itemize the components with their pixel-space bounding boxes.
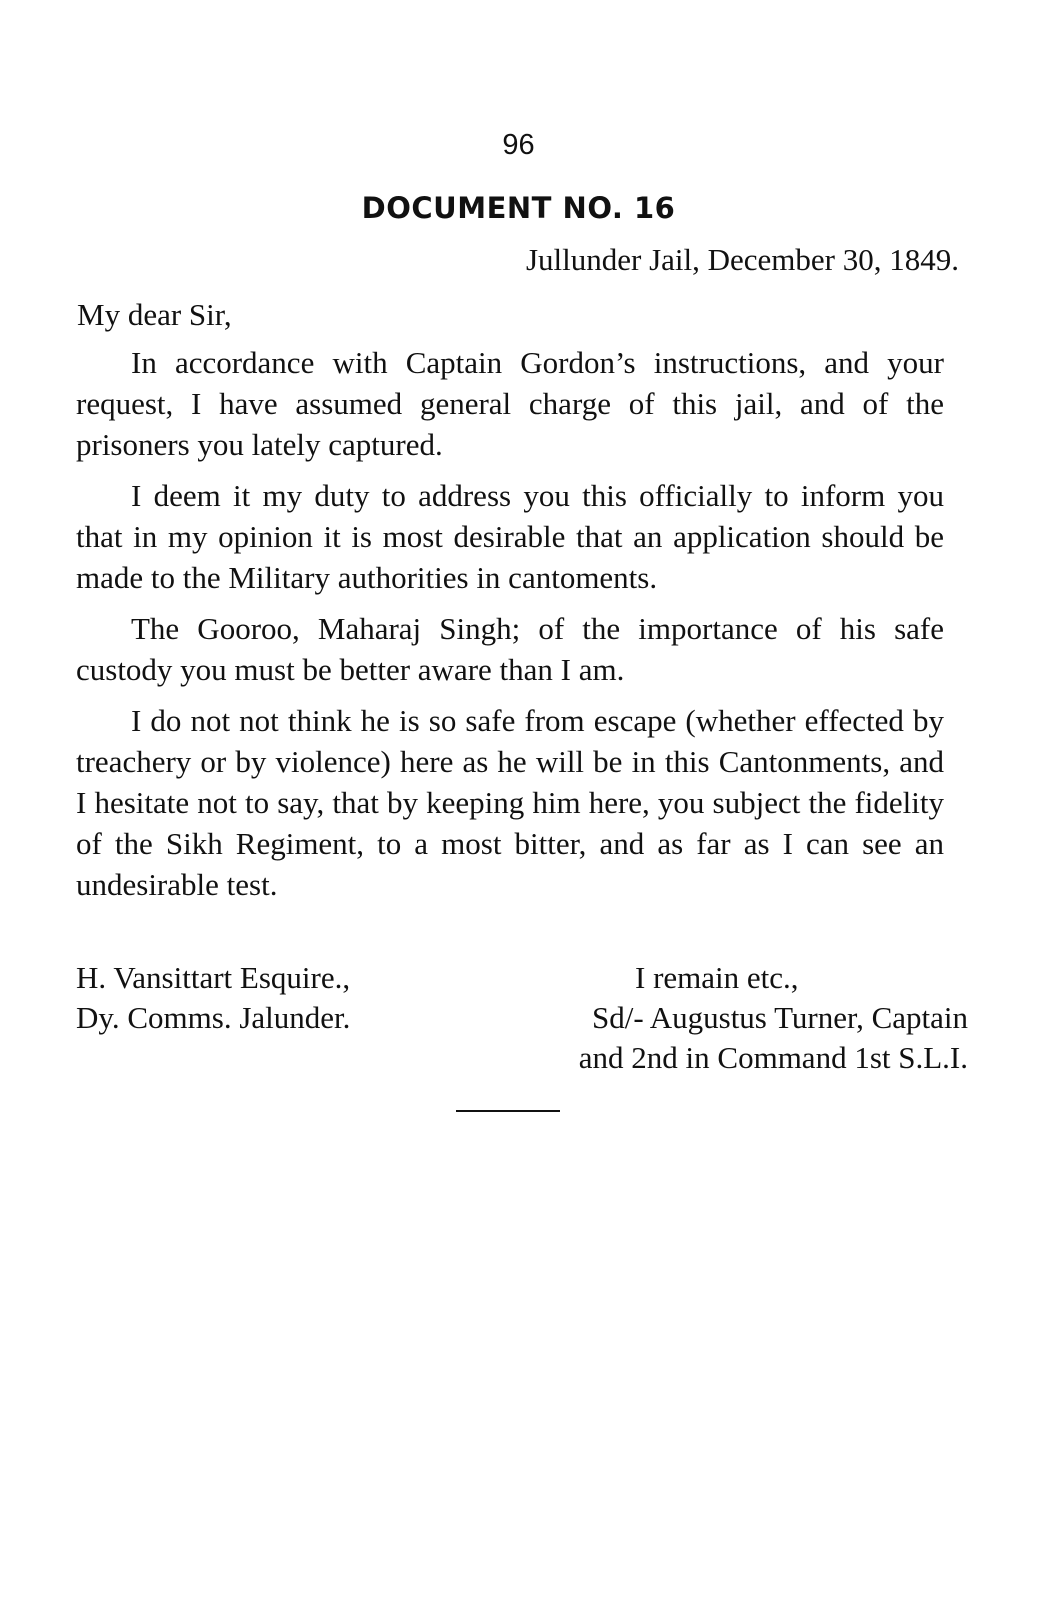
paragraph-2: I deem it my duty to address you this officially to inform you that in my opinion it is most desirable that an application should be made to the Military authorities in cantoments. [76,478,944,595]
addressee-title: Dy. Comms. Jalunder. [76,1000,351,1035]
signatory-rank: and 2nd in Command 1st S.L.I. [578,1040,968,1075]
signoff-block [76,958,968,1078]
document-heading: DOCUMENT NO. 16 [361,191,676,225]
closing-remain: I remain etc., [635,960,799,995]
closing-block [498,958,968,1078]
paragraph-3: The Gooroo, Maharaj Singh; of the importance of his safe custody you must be better aware than I am. [76,611,944,687]
paragraph-4: I do not not think he is so safe from escape (whether effected by treachery or by violence) here as he will be in this Cantonments, and I hesitate not to say, that by keeping him here, you subject the fidelity of the Sikh Regiment, to a most bitter, and as far as I can see an undesirable test. [76,703,944,902]
addressee-block [76,958,350,1038]
salutation: My dear Sir, [77,297,232,332]
page-number: 96 [502,129,535,161]
signature: Sd/- Augustus Turner, Captain [592,1000,968,1035]
letter-body [76,342,944,915]
paragraph-1: In accordance with Captain Gordon’s instructions, and your request, I have assumed general charge of this jail, and of the prisoners you lately captured. [76,345,944,462]
end-rule [456,1110,560,1112]
dateline: Jullunder Jail, December 30, 1849. [525,242,959,277]
addressee-name: H. Vansittart Esquire., [76,960,351,995]
